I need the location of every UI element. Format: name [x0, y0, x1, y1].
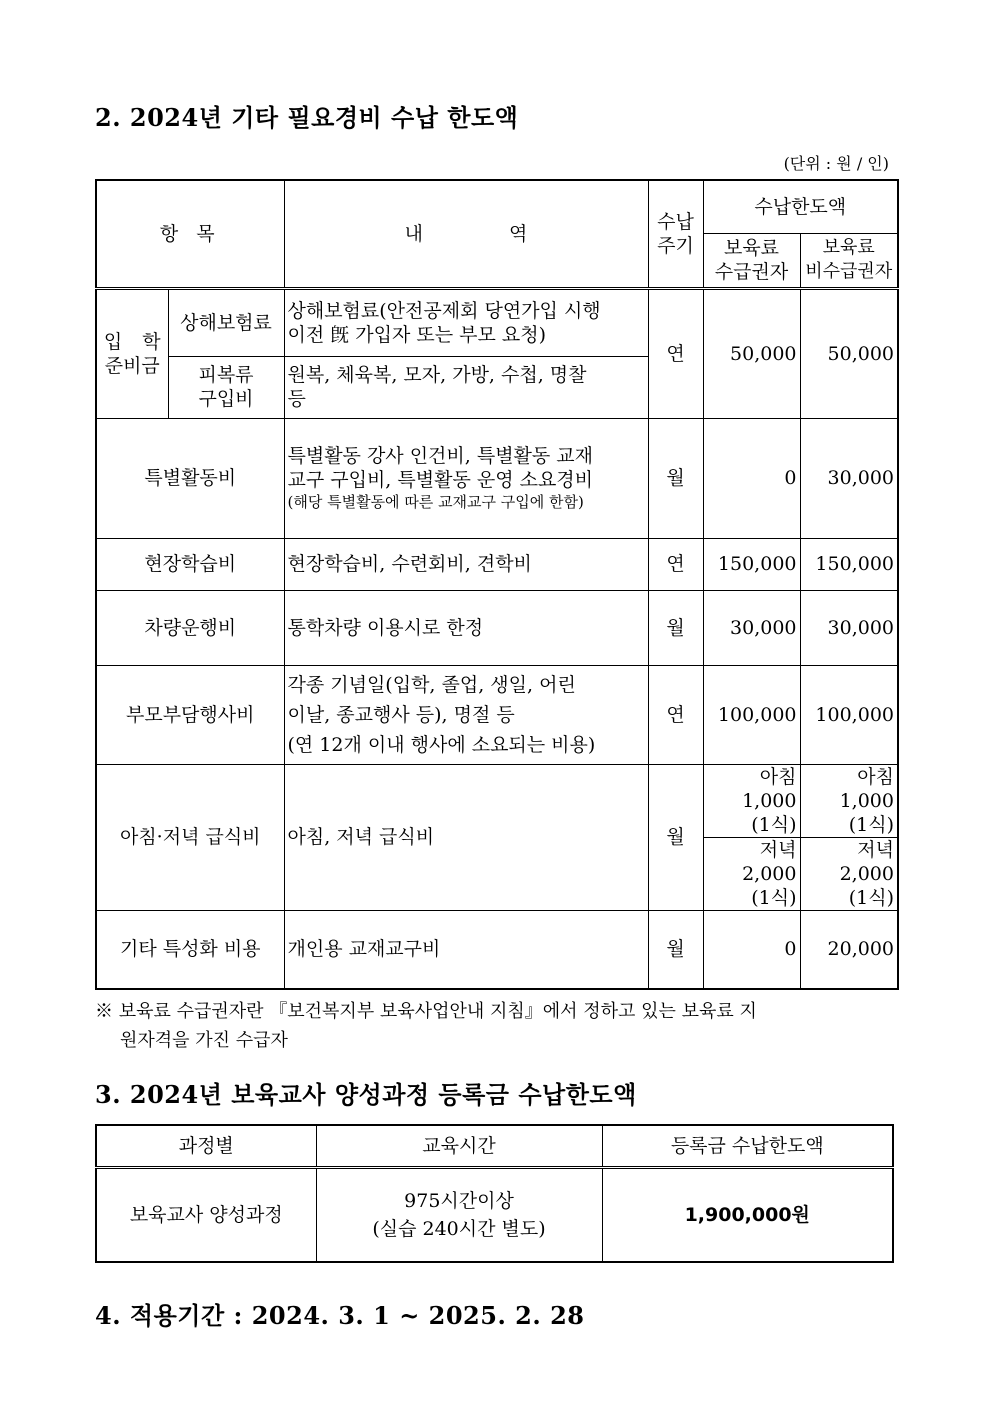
header-eligible — [703, 233, 800, 288]
course-hours-line1: 975시간이상 — [404, 1189, 514, 1212]
dinner-amount-non-eligible: 2,000 — [839, 862, 894, 885]
admission-group-line2: 준비금 — [104, 354, 160, 377]
header-course: 과정별 — [96, 1125, 316, 1168]
uniform-label-line2: 구입비 — [198, 388, 254, 410]
vehicle-eligible: 30,000 — [703, 590, 800, 665]
dinner-unit-eligible: (1식) — [751, 886, 797, 909]
footnote — [95, 997, 895, 1055]
meals-dinner-eligible — [703, 837, 800, 910]
footnote-line1: ※ 보육료 수급권자란 『보건복지부 보육사업안내 지침』에서 정하고 있는 보육료 지 — [95, 1001, 757, 1022]
field-eligible: 150,000 — [703, 538, 800, 590]
breakfast-amount-eligible: 1,000 — [742, 789, 797, 812]
events-detail-line3: (연 12개 이내 행사에 소요되는 비용) — [287, 733, 596, 756]
header-limit: 수납한도액 — [703, 180, 898, 233]
dinner-label-eligible: 저녁 — [759, 838, 797, 861]
insurance-detail — [284, 288, 648, 356]
special-label: 특별활동비 — [96, 418, 284, 538]
events-non-eligible: 100,000 — [800, 665, 898, 764]
admission-non-eligible: 50,000 — [800, 288, 898, 418]
special-cycle: 월 — [648, 418, 703, 538]
other-cycle: 월 — [648, 910, 703, 989]
breakfast-unit-non-eligible: (1식) — [848, 813, 894, 836]
vehicle-label: 차량운행비 — [96, 590, 284, 665]
events-eligible: 100,000 — [703, 665, 800, 764]
vehicle-cycle: 월 — [648, 590, 703, 665]
uniform-label — [168, 356, 284, 418]
header-eligible-line1: 보육료 — [723, 237, 780, 259]
meals-label: 아침·저녁 급식비 — [96, 764, 284, 910]
uniform-detail-line1: 원복, 체육복, 모자, 가방, 수첩, 명찰 — [287, 364, 587, 386]
other-detail: 개인용 교재교구비 — [284, 910, 648, 989]
section-3-title: 3. 2024년 보육교사 양성과정 등록금 수납한도액 — [95, 1080, 637, 1109]
uniform-detail — [284, 356, 648, 418]
other-label: 기타 특성화 비용 — [96, 910, 284, 989]
course-name: 보육교사 양성과정 — [96, 1168, 316, 1262]
course-fee: 1,900,000원 — [602, 1168, 893, 1262]
header-detail: 내 역 — [284, 180, 648, 288]
header-cycle — [648, 180, 703, 288]
other-eligible: 0 — [703, 910, 800, 989]
admission-group-label — [96, 288, 168, 418]
field-detail: 현장학습비, 수련회비, 견학비 — [284, 538, 648, 590]
unit-label: (단위 : 원 / 인) — [783, 154, 889, 173]
dinner-unit-non-eligible: (1식) — [848, 886, 894, 909]
admission-group-line1: 입 학 — [103, 330, 161, 353]
expense-limit-table — [95, 179, 899, 990]
tuition-limit-table — [95, 1124, 894, 1263]
events-detail-line1: 각종 기념일(입학, 졸업, 생일, 어린 — [287, 673, 576, 696]
breakfast-unit-eligible: (1식) — [751, 813, 797, 836]
header-cycle-line1: 수납 — [657, 210, 694, 233]
events-detail — [284, 665, 648, 764]
header-hours: 교육시간 — [316, 1125, 602, 1168]
breakfast-label-non-eligible: 아침 — [857, 765, 894, 788]
uniform-label-line1: 피복류 — [198, 364, 254, 386]
insurance-detail-line1: 상해보험료(안전공제회 당연가입 시행 — [287, 299, 601, 322]
vehicle-non-eligible: 30,000 — [800, 590, 898, 665]
header-non-eligible — [800, 233, 898, 288]
special-detail — [284, 418, 648, 538]
admission-cycle: 연 — [648, 288, 703, 418]
vehicle-detail: 통학차량 이용시로 한정 — [284, 590, 648, 665]
meals-detail: 아침, 저녁 급식비 — [284, 764, 648, 910]
events-cycle: 연 — [648, 665, 703, 764]
breakfast-label-eligible: 아침 — [759, 765, 797, 788]
special-non-eligible: 30,000 — [800, 418, 898, 538]
section-4-title: 4. 적용기간 : 2024. 3. 1 ~ 2025. 2. 28 — [95, 1301, 585, 1330]
header-non-eligible-line2: 비수급권자 — [805, 261, 893, 282]
section-2-title: 2. 2024년 기타 필요경비 수납 한도액 — [95, 103, 519, 132]
course-hours — [316, 1168, 602, 1262]
field-cycle: 연 — [648, 538, 703, 590]
field-label: 현장학습비 — [96, 538, 284, 590]
special-eligible: 0 — [703, 418, 800, 538]
admission-eligible: 50,000 — [703, 288, 800, 418]
special-detail-line3: (해당 특별활동에 따른 교재교구 구입에 한함) — [287, 493, 584, 511]
events-label: 부모부담행사비 — [96, 665, 284, 764]
special-detail-line2: 교구 구입비, 특별활동 운영 소요경비 — [287, 469, 594, 491]
header-fee: 등록금 수납한도액 — [602, 1125, 893, 1168]
field-non-eligible: 150,000 — [800, 538, 898, 590]
header-eligible-line2: 수급권자 — [714, 261, 789, 283]
breakfast-amount-non-eligible: 1,000 — [839, 789, 894, 812]
header-non-eligible-line1: 보육료 — [822, 237, 875, 258]
other-non-eligible: 20,000 — [800, 910, 898, 989]
footnote-line2: 원자격을 가진 수급자 — [120, 1030, 288, 1051]
meals-breakfast-non-eligible — [800, 764, 898, 837]
insurance-detail-line2: 이전 旣 가입자 또는 부모 요청) — [287, 323, 547, 346]
dinner-label-non-eligible: 저녁 — [857, 838, 894, 861]
meals-cycle: 월 — [648, 764, 703, 910]
uniform-detail-line2: 등 — [287, 388, 306, 410]
insurance-label: 상해보험료 — [168, 288, 284, 356]
special-detail-line1: 특별활동 강사 인건비, 특별활동 교재 — [287, 445, 594, 467]
meals-dinner-non-eligible — [800, 837, 898, 910]
header-cycle-line2: 주기 — [657, 234, 694, 257]
header-item: 항 목 — [96, 180, 284, 288]
course-hours-line2: (실습 240시간 별도) — [372, 1217, 546, 1240]
events-detail-line2: 이날, 종교행사 등), 명절 등 — [287, 703, 515, 726]
meals-breakfast-eligible — [703, 764, 800, 837]
dinner-amount-eligible: 2,000 — [742, 862, 797, 885]
